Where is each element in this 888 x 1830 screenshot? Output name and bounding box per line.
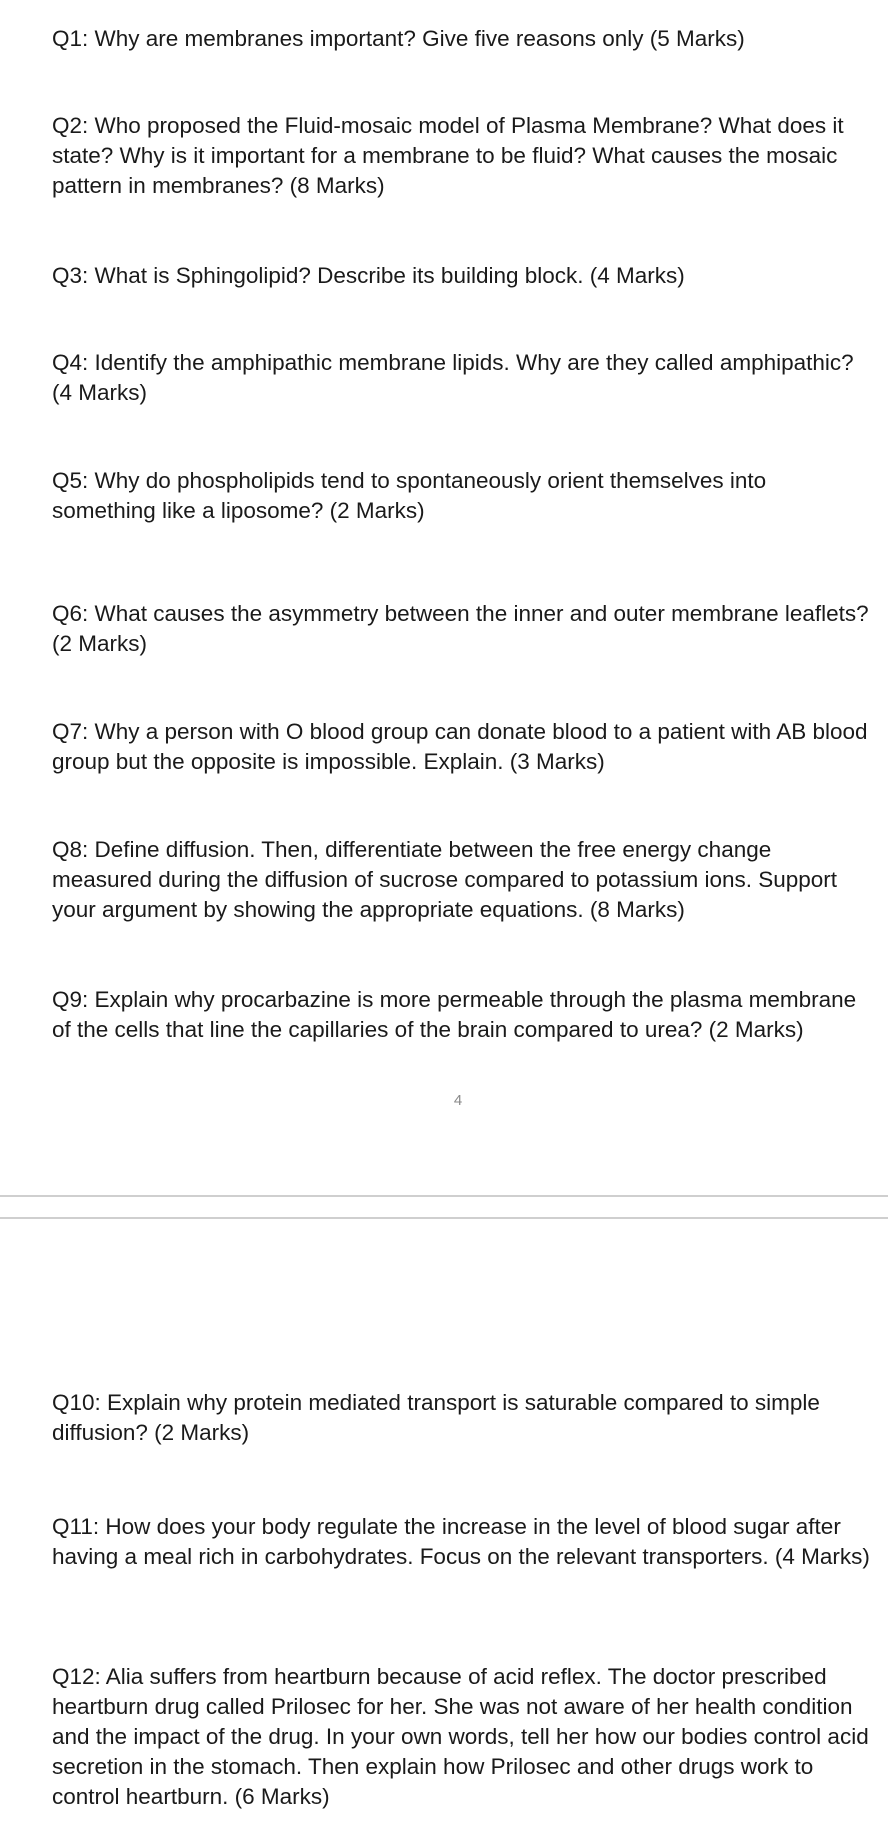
question-7: Q7: Why a person with O blood group can donate blood to a patient with AB blood group but the opposite is impossible. Explain. (3 Marks) bbox=[52, 719, 868, 774]
question-12: Q12: Alia suffers from heartburn because of acid reflex. The doctor prescribed heartburn drug called Prilosec for her. She was not aware of her health condition and the impact of the drug. In your own words, tell her how our bodies control acid secretion in the stomach. Then explain how Prilosec and other drugs work to control heartburn. (6 Marks) bbox=[52, 1664, 869, 1809]
question-8: Q8: Define diffusion. Then, differentiate between the free energy change measured during the diffusion of sucrose compared to potassium ions. Support your argument by showing the appropriate equations. (8 Marks) bbox=[52, 837, 838, 922]
question-4: Q4: Identify the amphipathic membrane lipids. Why are they called amphipathic? (4 Marks) bbox=[52, 350, 854, 405]
question-9: Q9: Explain why procarbazine is more permeable through the plasma membrane of the cells that line the capillaries of the brain compared to urea? (2 Marks) bbox=[52, 987, 857, 1042]
page-number: 4 bbox=[453, 1092, 463, 1109]
question-2: Q2: Who proposed the Fluid-mosaic model of Plasma Membrane? What does it state? Why is it important for a membrane to be fluid? What causes the mosaic pattern in membranes? (8 Marks) bbox=[52, 113, 844, 198]
question-1: Q1: Why are membranes important? Give five reasons only (5 Marks) bbox=[52, 26, 745, 51]
question-5: Q5: Why do phospholipids tend to spontaneously orient themselves into something like a liposome? (2 Marks) bbox=[52, 468, 767, 523]
question-6: Q6: What causes the asymmetry between the inner and outer membrane leaflets? (2 Marks) bbox=[52, 601, 869, 656]
question-11: Q11: How does your body regulate the increase in the level of blood sugar after having a meal rich in carbohydrates. Focus on the relevant transporters. (4 Marks) bbox=[52, 1514, 870, 1569]
question-3: Q3: What is Sphingolipid? Describe its building block. (4 Marks) bbox=[52, 263, 685, 288]
page-break-divider bbox=[0, 1195, 888, 1219]
question-10: Q10: Explain why protein mediated transport is saturable compared to simple diffusion? (2 Marks) bbox=[52, 1390, 820, 1445]
